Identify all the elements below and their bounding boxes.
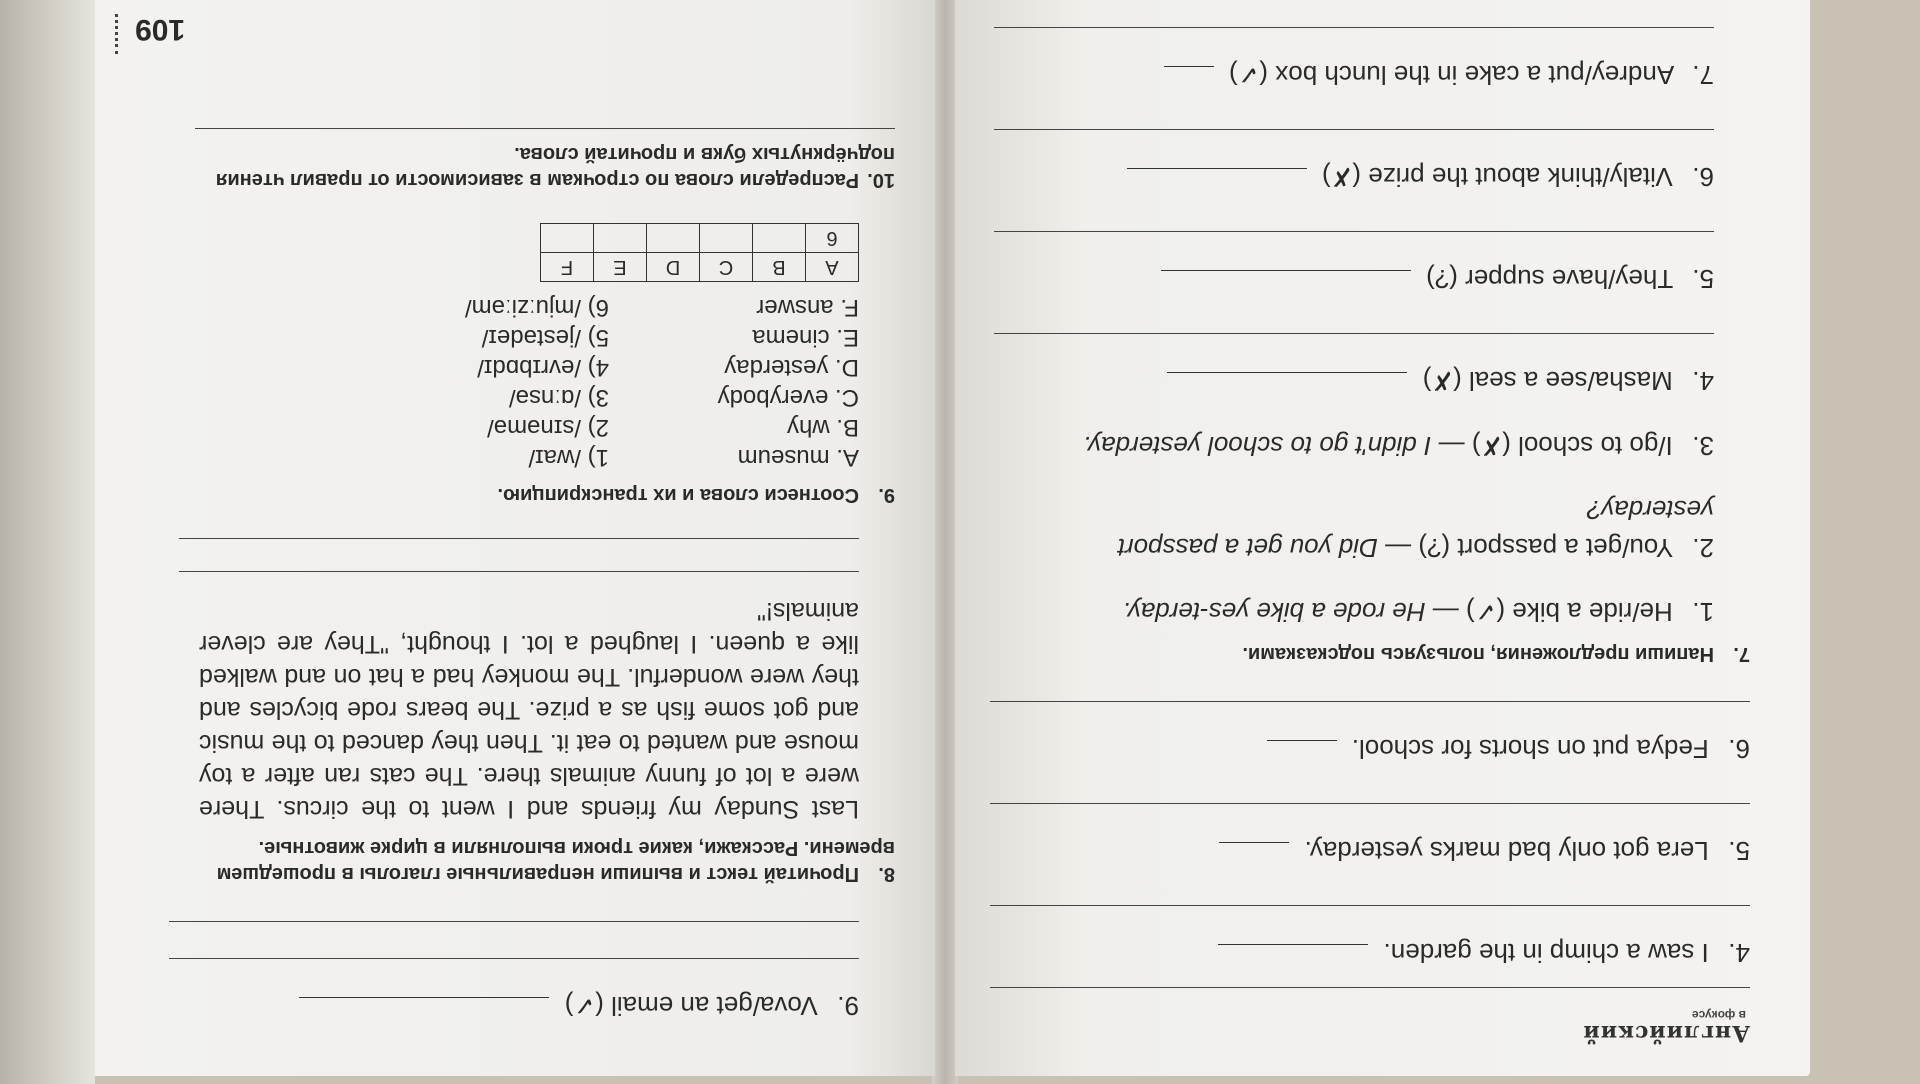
- answer-line[interactable]: [169, 921, 859, 924]
- transcription-item: 1) /waɪ/: [528, 444, 609, 471]
- table-answer-cell[interactable]: [541, 224, 594, 253]
- exercise-9-heading: 9.Соотнеси слова и их транскрипцию.: [497, 484, 895, 506]
- answer-blank[interactable]: [1218, 944, 1368, 973]
- answer-line[interactable]: [195, 128, 895, 131]
- list-item: 6. Fedya put on shorts for school.: [995, 730, 1750, 769]
- answer-line[interactable]: [179, 538, 859, 541]
- exercise-8-story: Last Sunday my friends and I went to the circus. There were a lot of funny animals there. The cats ran after a toy mouse and wanted to eat it. Then they danced to the music and got some fish as a prize. The bears rode bicycles and they were wonderful. The monkey had a hat on and walked like a queen. I laughed a lot. I thought, "They are clever animals!": [199, 597, 859, 823]
- table-header-cell: F: [541, 253, 594, 282]
- transcription-item: 4) /evrɪbɒdɪ/: [477, 354, 609, 381]
- answer-line[interactable]: [994, 27, 1714, 30]
- word-item: C. everybody: [717, 384, 859, 411]
- word-item: A. museum: [737, 444, 859, 471]
- table-header-cell: C: [700, 253, 753, 282]
- answer-line[interactable]: [990, 803, 1750, 806]
- answer-line[interactable]: [990, 701, 1750, 704]
- answer-blank[interactable]: [1164, 66, 1214, 95]
- table-answer-cell[interactable]: [700, 224, 753, 253]
- answer-blank[interactable]: [1167, 372, 1407, 401]
- ex7-item-7: 7. Andrey/put a cake in the lunch box (✓): [995, 56, 1714, 95]
- transcription-item: 5) /jestədeɪ/: [481, 324, 609, 351]
- ex7-item-5: 5. They/have supper (?): [995, 260, 1714, 299]
- answer-line: [990, 987, 1750, 990]
- ex7-item-6: 6. Vitaly/think about the prize (✗): [995, 158, 1714, 197]
- exercise-8-heading: 8.Прочитай текст и выпиши неправильные глаголы в прошедшем времени. Расскажи, какие трюки выполняли в цирке животные.: [216, 837, 895, 885]
- table-header-cell: A: [806, 253, 859, 282]
- word-item: B. why: [786, 414, 859, 441]
- answer-blank[interactable]: [300, 997, 550, 1026]
- answer-line[interactable]: [994, 333, 1714, 336]
- table-answer-cell[interactable]: [647, 224, 700, 253]
- exercise-9-matching: [135, 292, 859, 472]
- answer-blank[interactable]: [1219, 842, 1289, 871]
- logo-subtitle: в фокусе: [1691, 1008, 1746, 1022]
- ex7-item-3: 3. I/go to school (✗) — I didn't go to school yesterday.: [1082, 431, 1714, 461]
- exercise-7-heading: 7.Напиши предложения, пользуясь подсказками.: [1242, 643, 1750, 665]
- list-item: 4. I saw a chimp in the garden.: [995, 934, 1750, 973]
- ex7-item-9: 9. Vova/get an email (✓): [135, 987, 859, 1026]
- transcription-item: 6) /mjuːziːəm/: [464, 294, 609, 321]
- page-edges: [0, 0, 95, 1084]
- answer-line[interactable]: [994, 231, 1714, 234]
- right-page: [95, 0, 935, 1076]
- answer-line[interactable]: [990, 905, 1750, 908]
- word-item: E. cinema: [752, 324, 859, 351]
- logo-title: Английский: [1582, 1020, 1750, 1046]
- logo-left: [995, 1008, 1750, 1044]
- transcription-column: [349, 292, 609, 472]
- ex7-item-2: 2. You/get a passport (?) — Did you get a passport yesterday?: [1117, 495, 1714, 563]
- table-answer-cell[interactable]: [753, 224, 806, 253]
- transcription-item: 2) /sɪnəmə/: [487, 414, 609, 441]
- exercise-10-heading: 10.Распредели слова по строчкам в зависимости от правил чтения подчёркнутых букв и прочитай слова.: [215, 143, 895, 191]
- dotted-margin: [115, 14, 122, 54]
- word-column: [609, 292, 859, 472]
- table-answer-cell[interactable]: 6: [806, 224, 859, 253]
- word-item: F. answer: [756, 294, 859, 321]
- left-page: [955, 0, 1810, 1076]
- ex7-item-1: 1. He/ride a bike (✓) — He rode a bike yes-terday.: [1122, 597, 1714, 627]
- list-item: 5. Lera got only bad marks yesterday.: [995, 832, 1750, 871]
- transcription-item: 3) /ɑːnsə/: [508, 384, 609, 411]
- ex7-item-4: 4. Masha/see a seal (✗): [995, 362, 1714, 401]
- table-header-cell: D: [647, 253, 700, 282]
- page-number: 109: [135, 13, 186, 46]
- answer-blank[interactable]: [1127, 168, 1307, 197]
- table-header-cell: E: [594, 253, 647, 282]
- word-item: D. yesterday: [724, 354, 859, 381]
- answer-line[interactable]: [169, 958, 859, 961]
- table-header-cell: B: [753, 253, 806, 282]
- answer-blank[interactable]: [1161, 270, 1411, 299]
- answer-line[interactable]: [179, 571, 859, 574]
- table-row: [541, 224, 859, 253]
- table-row: [541, 253, 859, 282]
- answer-blank[interactable]: [1267, 740, 1337, 769]
- exercise-9-answer-table: [540, 223, 859, 282]
- answer-line[interactable]: [994, 129, 1714, 132]
- table-answer-cell[interactable]: [594, 224, 647, 253]
